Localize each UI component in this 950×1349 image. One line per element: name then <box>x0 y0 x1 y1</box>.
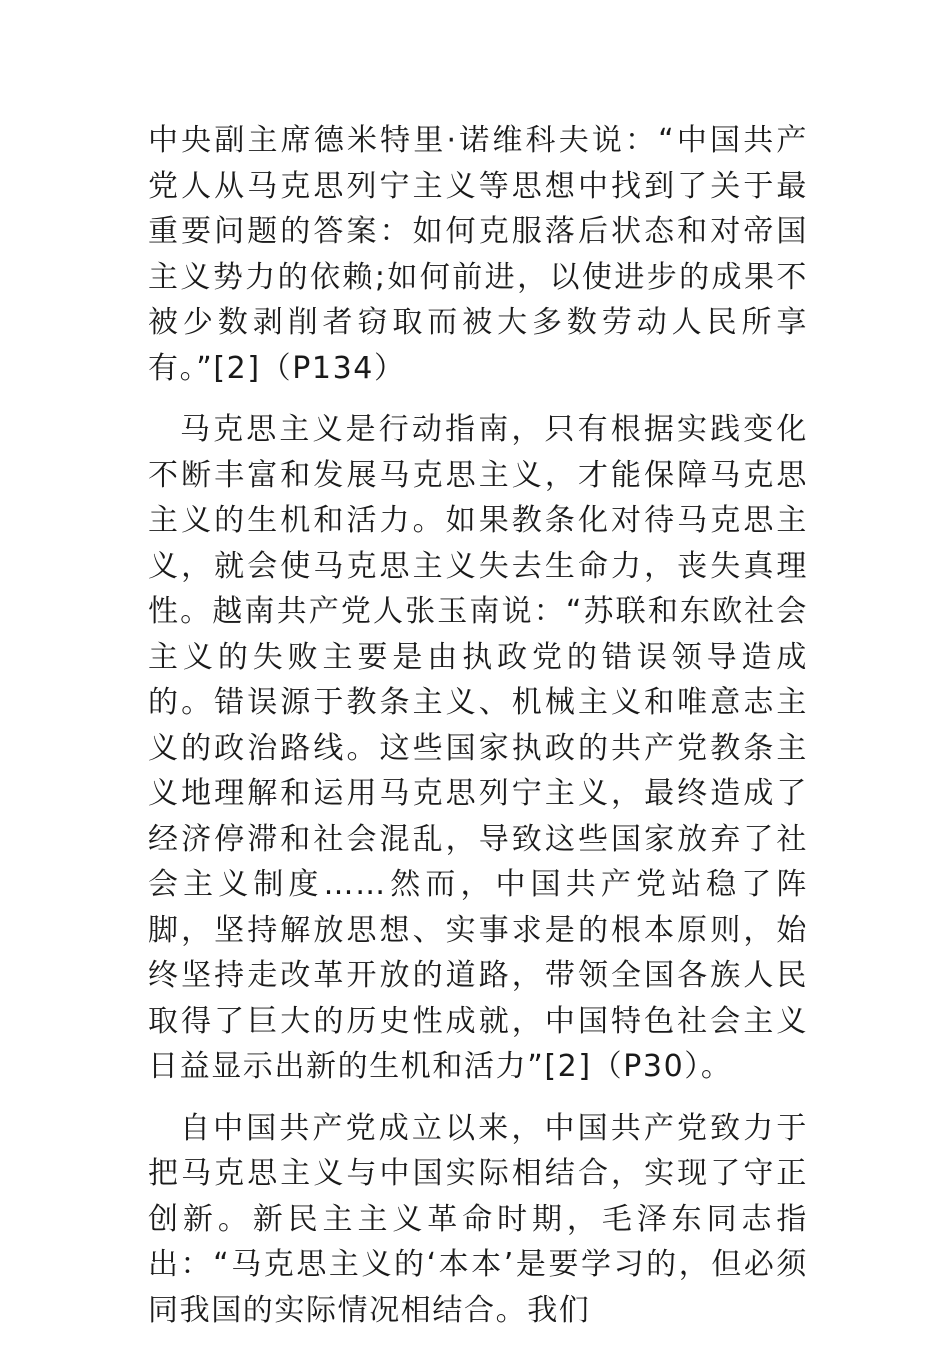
paragraph-3: 自中国共产党成立以来，中国共产党致力于把马克思主义与中国实际相结合，实现了守正创新。新民主主义革命时期，毛泽东同志指出：“马克思主义的‘本本’是要学习的，但必须同我国的实际情况相结合。我们 <box>148 1110 808 1328</box>
paragraph-2: 马克思主义是行动指南，只有根据实践变化不断丰富和发展马克思主义，才能保障马克思主义的生机和活力。如果教条化对待马克思主义，就会使马克思主义失去生命力，丧失真理性。越南共产党人张玉南说：“苏联和东欧社会主义的失败主要是由执政党的错误领导造成的。错误源于教条主义、机械主义和唯意志主义的政治路线。这些国家执政的共产党教条主义地理解和运用马克思列宁主义，最终造成了经济停滞和社会混乱，导致这些国家放弃了社会主义制度……然而，中国共产党站稳了阵脚，坚持解放思想、实事求是的根本原则，始终坚持走改革开放的道路，带领全国各族人民取得了巨大的历史性成就，中国特色社会主义日益显示出新的生机和活力”[2]（P30）。 <box>148 412 808 1084</box>
document-page <box>148 118 808 1349</box>
paragraph-1: 中央副主席德米特里·诺维科夫说：“中国共产党人从马克思列宁主义等思想中找到了关于最重要问题的答案：如何克服落后状态和对帝国主义势力的依赖;如何前进，以使进步的成果不被少数剥削者窃取而被大多数劳动人民所享有。”[2]（P134） <box>148 123 808 386</box>
